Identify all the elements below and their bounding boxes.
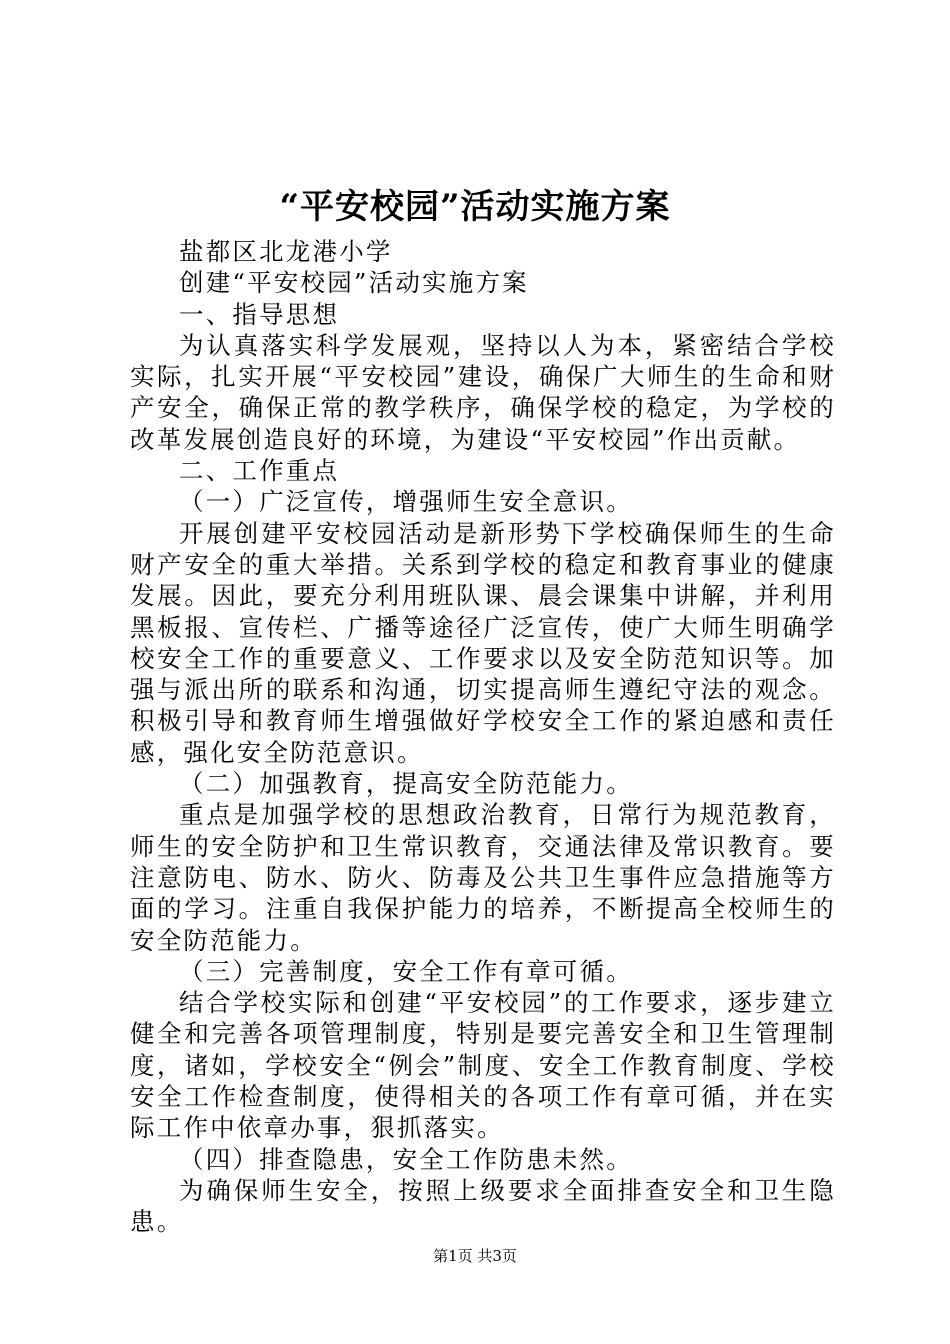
subheading-system: （三）完善制度，安全工作有章可循。 (179, 956, 633, 986)
subheading-education: （二）加强教育，提高安全防范能力。 (179, 769, 633, 799)
paragraph-publicity: 开展创建平安校园活动是新形势下学校确保师生的生命财产安全的重大举措。关系到学校的稳定和教育事业的健康发展。因此，要充分利用班队课、晨会课集中讲解，并利用黑板报、宣传栏、广播等途径广泛宣传，使广大师生明确学校安全工作的重要意义、工作要求以及安全防范知识等。加强与派出所的联系和沟通，切实提高师生遵纪守法的观念。积极引导和教育师生增强做好学校安全工作的紧迫感和责任感，强化安全防范意识。 (130, 518, 836, 767)
subheading-hazards: （四）排查隐患，安全工作防患未然。 (179, 1144, 633, 1174)
heading-work-focus: 二、工作重点 (179, 456, 340, 486)
document-title: “平安校园”活动实施方案 (279, 187, 671, 227)
subheading-publicity: （一）广泛宣传，增强师生安全意识。 (179, 487, 633, 517)
page-footer: 第1页 共3页 (433, 1247, 517, 1265)
heading-guiding-thought: 一、指导思想 (179, 299, 340, 329)
paragraph-guiding-thought: 为认真落实科学发展观，坚持以人为本，紧密结合学校实际，扎实开展“平安校园”建设，确保广大师生的生命和财产安全，确保正常的教学秩序，确保学校的稳定，为学校的改革发展创造良好的环境，为建设“平安校园”作出贡献。 (130, 330, 836, 454)
paragraph-hazards: 为确保师生安全，按照上级要求全面排查安全和卫生隐患。 (130, 1175, 836, 1237)
paragraph-education: 重点是加强学校的思想政治教育，日常行为规范教育，师生的安全防护和卫生常识教育，交通法律及常识教育。要注意防电、防水、防火、防毒及公共卫生事件应急措施等方面的学习。注重自我保护能力的培养，不断提高全校师生的安全防范能力。 (130, 800, 836, 955)
document-body (130, 236, 836, 1238)
paragraph-system: 结合学校实际和创建“平安校园”的工作要求，逐步建立健全和完善各项管理制度，特别是要完善安全和卫生管理制度，诸如，学校安全“例会”制度、安全工作教育制度、学校安全工作检查制度，使得相关的各项工作有章可循，并在实际工作中依章办事，狠抓落实。 (130, 988, 836, 1143)
paragraph-plan-name: 创建“平安校园”活动实施方案 (179, 268, 529, 298)
paragraph-school-name: 盐都区北龙港小学 (179, 237, 393, 266)
